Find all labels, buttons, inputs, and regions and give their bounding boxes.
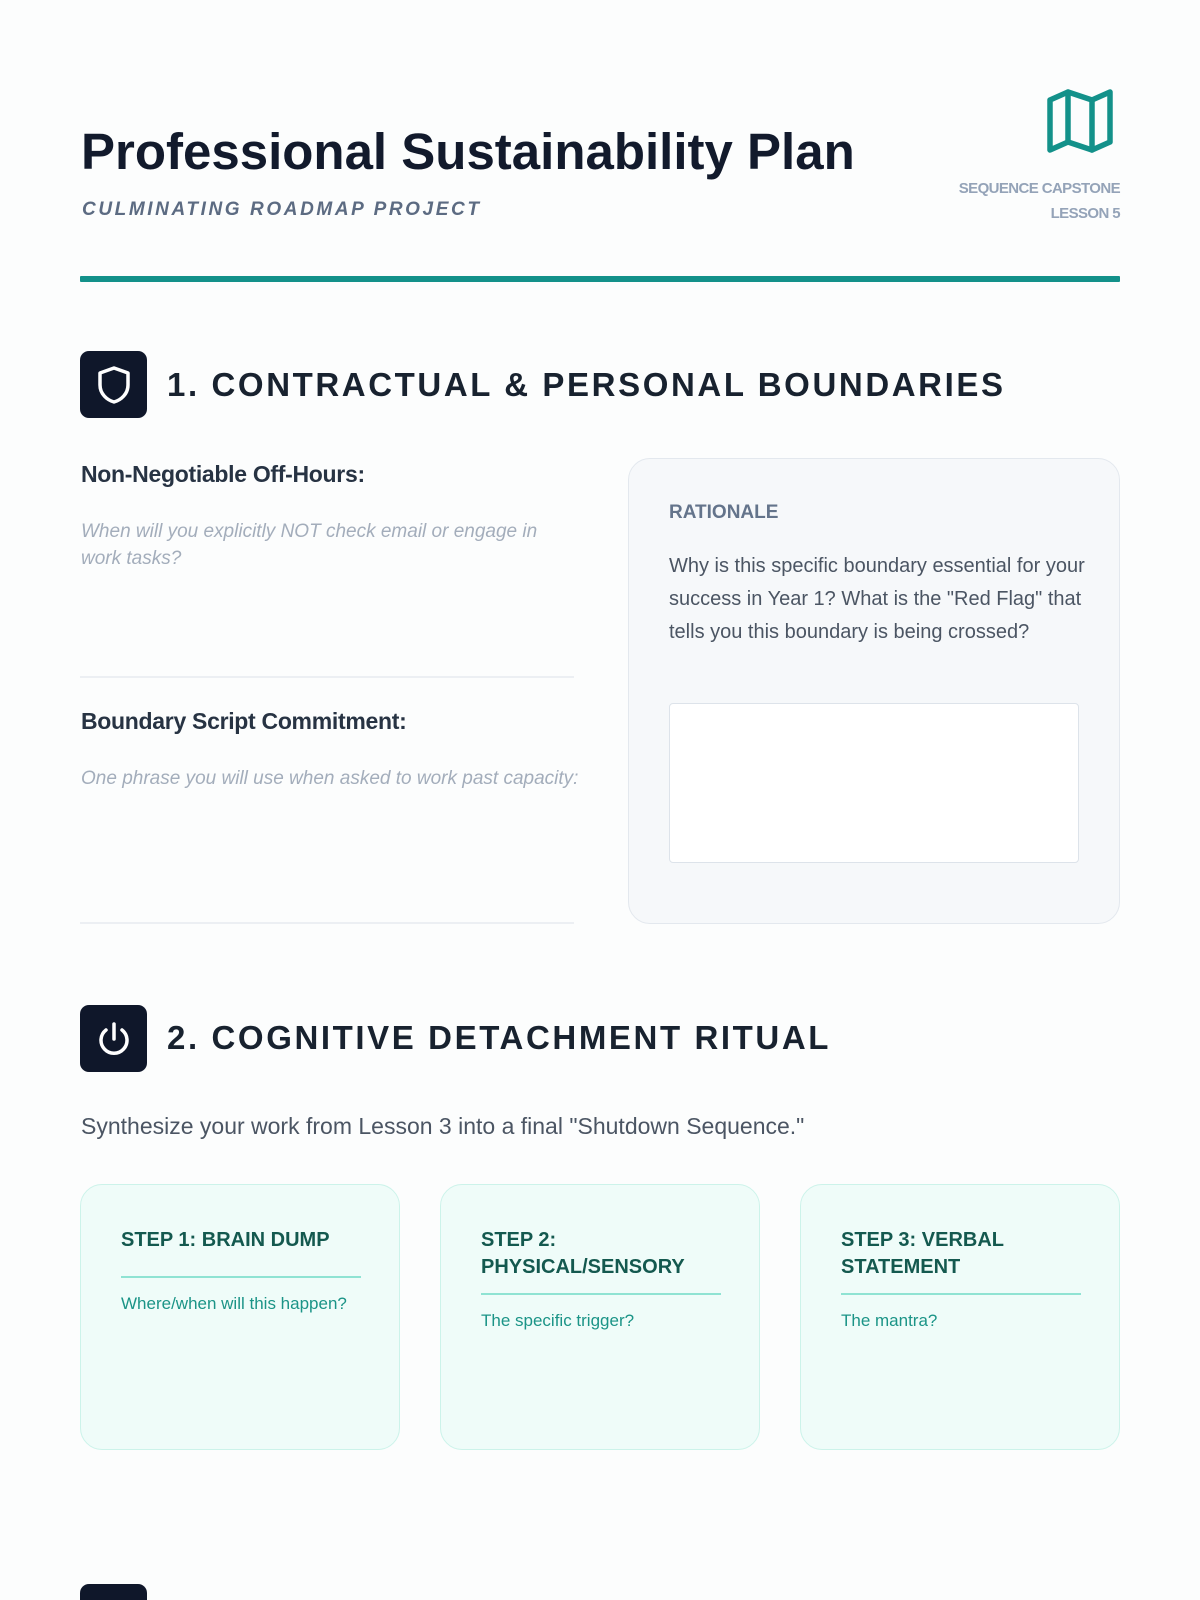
- page-subtitle: CULMINATING ROADMAP PROJECT: [82, 199, 482, 220]
- step-card-verbal-statement[interactable]: [800, 1184, 1120, 1450]
- sequence-label: SEQUENCE CAPSTONE: [958, 180, 1120, 197]
- step-title: STEP 3: VERBAL STATEMENT: [841, 1229, 1004, 1278]
- section-title-boundaries: 1. CONTRACTUAL & PERSONAL BOUNDARIES: [167, 366, 1006, 403]
- section-icon-detachment: [80, 1005, 147, 1072]
- power-icon: [94, 1019, 134, 1059]
- rationale-answer-box[interactable]: [669, 703, 1079, 863]
- step-divider: [481, 1293, 721, 1295]
- lesson-meta: [959, 176, 1120, 226]
- off-hours-hint: When will you explicitly NOT check email or engage in work tasks?: [81, 521, 538, 569]
- page-title: Professional Sustainability Plan: [81, 123, 855, 180]
- boundary-script-hint: One phrase you will use when asked to work past capacity:: [81, 768, 579, 789]
- step-title: STEP 1: BRAIN DUMP: [121, 1229, 330, 1251]
- step-card-physical-sensory[interactable]: [440, 1184, 760, 1450]
- step-title: STEP 2: PHYSICAL/SENSORY: [481, 1229, 685, 1278]
- section-intro: Synthesize your work from Lesson 3 into a final "Shutdown Sequence.": [81, 1113, 805, 1139]
- rationale-prompt: Why is this specific boundary essential for your success in Year 1? What is the "Red Flag" that tells you this boundary is being crossed?: [669, 555, 1085, 643]
- step-card-brain-dump[interactable]: [80, 1184, 400, 1450]
- header-divider: [80, 276, 1120, 282]
- section-icon-boundaries: [80, 351, 147, 418]
- step-hint: The mantra?: [841, 1311, 938, 1330]
- rationale-title: RATIONALE: [669, 502, 779, 523]
- off-hours-input[interactable]: [80, 676, 574, 678]
- step-divider: [841, 1293, 1081, 1295]
- step-hint: Where/when will this happen?: [121, 1294, 347, 1313]
- boundary-script-input[interactable]: [80, 922, 574, 924]
- off-hours-label: Non-Negotiable Off-Hours:: [81, 461, 365, 487]
- boundary-script-label: Boundary Script Commitment:: [81, 708, 407, 734]
- step-divider: [121, 1276, 361, 1278]
- step-hint: The specific trigger?: [481, 1311, 635, 1330]
- section-icon-next: [80, 1584, 147, 1600]
- map-icon: [1045, 86, 1115, 156]
- rationale-card: [628, 458, 1120, 924]
- section-title-detachment: 2. COGNITIVE DETACHMENT RITUAL: [167, 1019, 832, 1056]
- shield-icon: [96, 365, 132, 405]
- lesson-label: LESSON 5: [1050, 205, 1120, 222]
